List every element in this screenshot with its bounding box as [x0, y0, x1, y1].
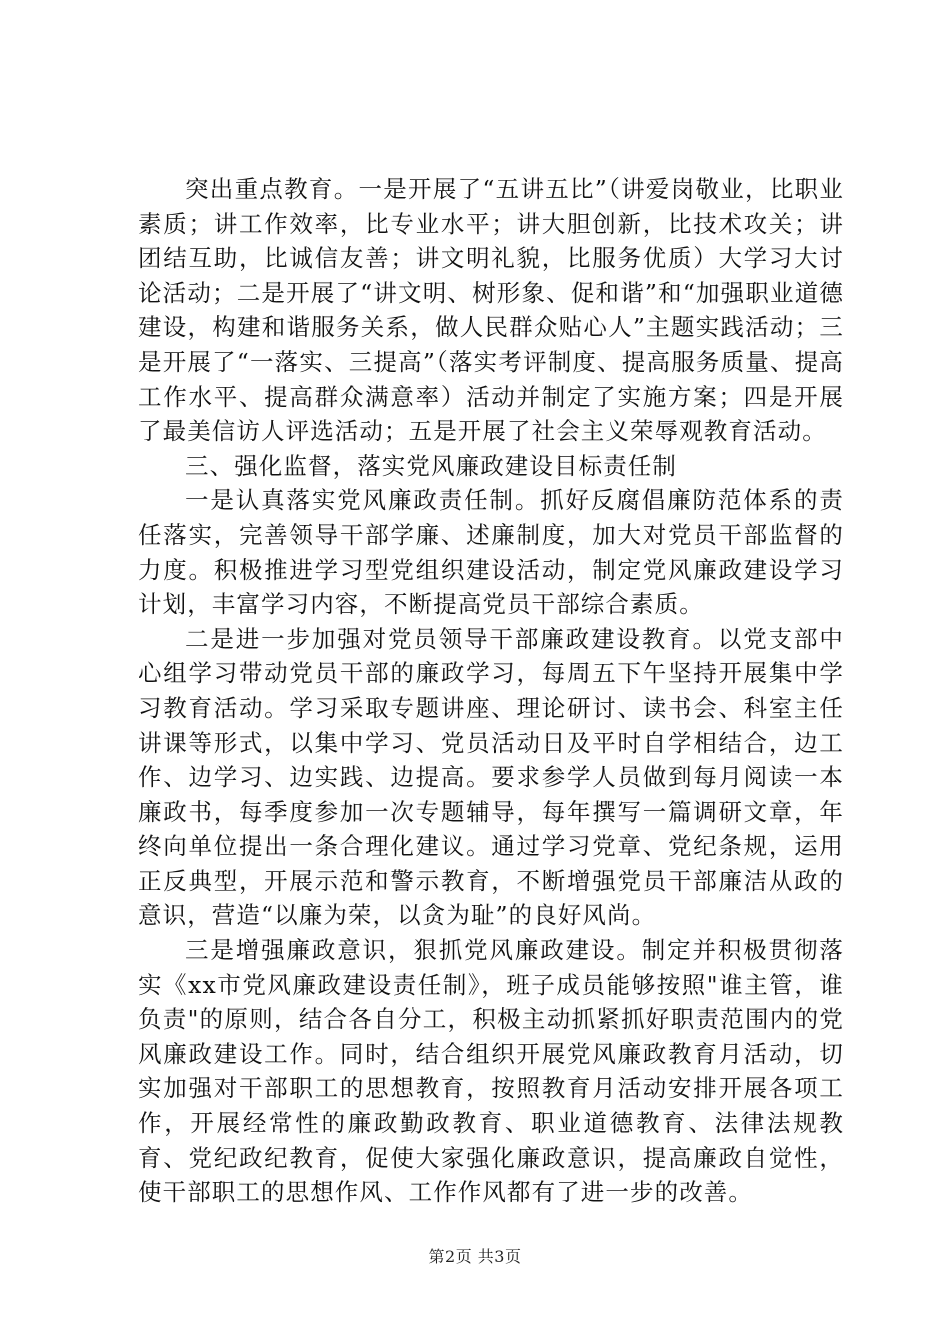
- document-body: [138, 172, 844, 1210]
- paragraph-responsibility-system: 一是认真落实党风廉政责任制。抓好反腐倡廉防范体系的责任落实，完善领导干部学廉、述廉制度，加大对党员干部监督的力度。积极推进学习型党组织建设活动，制定党风廉政建设学习计划，丰富学习内容，不断提高党员干部综合素质。: [138, 486, 844, 619]
- paragraph-integrity-awareness: 三是增强廉政意识，狠抓党风廉政建设。制定并积极贯彻落实《xx市党风廉政建设责任制》，班子成员能够按照"谁主管，谁负责"的原则，结合各自分工，积极主动抓紧抓好职责范围内的党风廉政建设工作。同时，结合组织开展党风廉政教育月活动，切实加强对干部职工的思想教育，按照教育月活动安排开展各项工作，开展经常性的廉政勤政教育、职业道德教育、法律法规教育、党纪政纪教育，促使大家强化廉政意识，提高廉政自觉性，使干部职工的思想作风、工作作风都有了进一步的改善。: [138, 936, 844, 1207]
- paragraph-integrity-education: 二是进一步加强对党员领导干部廉政建设教育。以党支部中心组学习带动党员干部的廉政学习，每周五下午坚持开展集中学习教育活动。学习采取专题讲座、理论研讨、读书会、科室主任讲课等形式，以集中学习、党员活动日及平时自学相结合，边工作、边学习、边实践、边提高。要求参学人员做到每月阅读一本廉政书，每季度参加一次专题辅导，每年撰写一篇调研文章，年终向单位提出一条合理化建议。通过学习党章、党纪条规，运用正反典型，开展示范和警示教育，不断增强党员干部廉洁从政的意识，营造“以廉为荣，以贪为耻”的良好风尚。: [138, 624, 844, 930]
- section-heading-supervision: 三、强化监督，落实党风廉政建设目标责任制: [185, 451, 677, 480]
- paragraph-key-education: 突出重点教育。一是开展了“五讲五比”（讲爱岗敬业，比职业素质；讲工作效率，比专业水平；讲大胆创新，比技术攻关；讲团结互助，比诚信友善；讲文明礼貌，比服务优质）大学习大讨论活动；二是开展了“讲文明、树形象、促和谐”和“加强职业道德建设，构建和谐服务关系，做人民群众贴心人”主题实践活动；三是开展了“一落实、三提高”（落实考评制度、提高服务质量、提高工作水平、提高群众满意率）活动并制定了实施方案；四是开展了最美信访人评选活动；五是开展了社会主义荣辱观教育活动。: [138, 175, 844, 446]
- page-number-footer: 第2页 共3页: [428, 1247, 522, 1266]
